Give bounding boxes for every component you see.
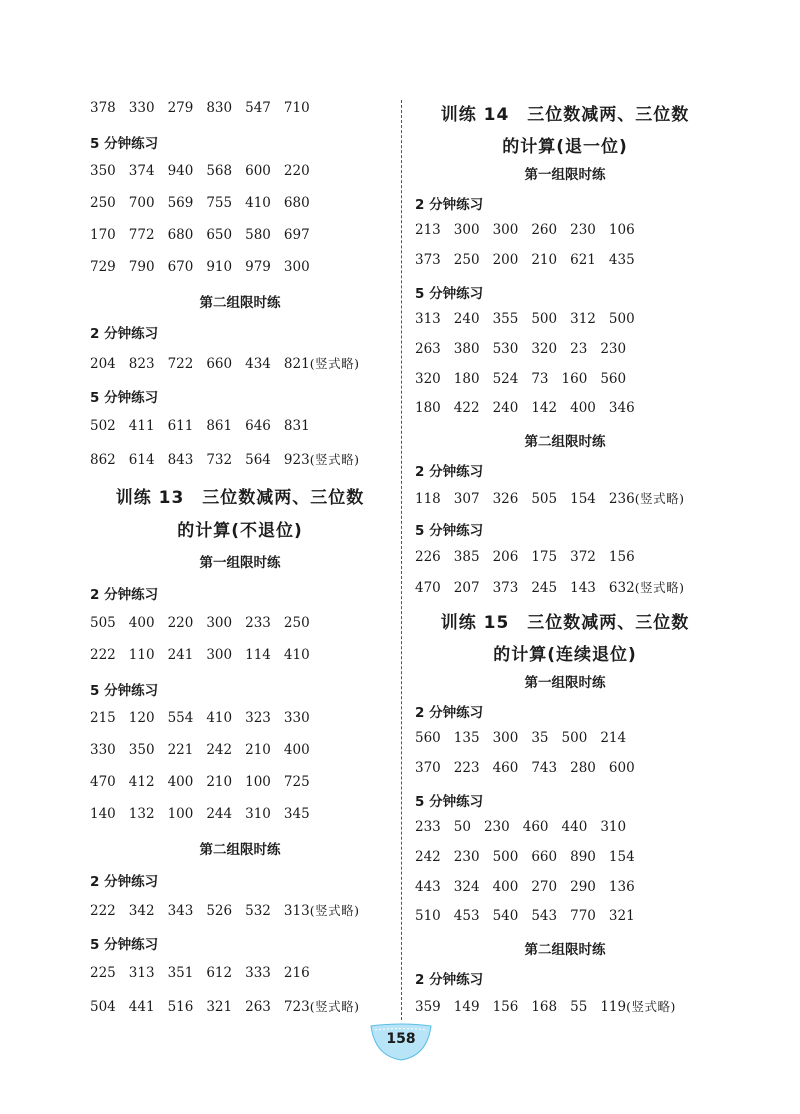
answer-row [90,774,323,790]
answer-value: 670 [167,259,194,275]
answer-value: 530 [492,341,519,357]
answer-value: 770 [570,908,596,924]
answer-note: (竖式略) [309,452,360,467]
answer-value: 443 [415,879,441,895]
answer-value: 343 [167,903,194,919]
answer-value: 140 [90,806,116,822]
answer-value: 862 [90,452,116,468]
answer-row [415,311,648,327]
practice-heading: 5 分钟练习 [90,937,159,953]
answer-row [415,489,684,507]
answer-value: 422 [453,400,480,416]
answer-value: 660 [206,356,233,372]
answer-value: 250 [283,615,310,631]
group-heading: 第一组限时练 [199,555,281,571]
answer-value: 250 [453,252,480,268]
answer-value: 170 [90,227,116,243]
answer-value: 359 [415,999,441,1015]
answer-value: 772 [128,227,155,243]
answer-value: 225 [90,965,116,981]
answer-value: 632 [608,580,635,596]
answer-value: 400 [167,774,194,790]
answer-value: 313 [128,965,155,981]
answer-value: 540 [492,908,519,924]
answer-value: 435 [608,252,635,268]
practice-heading: 5 分钟练习 [415,286,484,302]
answer-value: 790 [128,259,155,275]
answer-value: 564 [245,452,271,468]
answer-value: 320 [531,341,558,357]
answer-value: 732 [206,452,233,468]
answer-note: (竖式略) [634,491,685,506]
answer-value: 324 [453,879,480,895]
answer-value: 516 [167,999,194,1015]
answer-value: 861 [206,418,233,434]
group-heading: 第二组限时练 [524,434,606,450]
answer-value: 400 [492,879,519,895]
answer-value: 370 [415,760,441,776]
answer-value: 410 [283,647,310,663]
answer-value: 710 [283,100,310,116]
answer-value: 500 [608,311,635,327]
answer-value: 380 [453,341,480,357]
answer-value: 373 [415,252,441,268]
practice-heading: 2 分钟练习 [90,326,159,342]
answer-value: 330 [90,742,116,758]
answer-value: 214 [600,730,627,746]
group-heading: 第一组限时练 [524,167,606,183]
answer-value: 400 [128,615,155,631]
answer-value: 149 [453,999,480,1015]
section-title: 训练 13 三位数减两、三位数 [115,488,365,508]
answer-value: 216 [283,965,310,981]
answer-value: 245 [531,580,558,596]
answer-value: 500 [561,730,588,746]
answer-value: 242 [415,849,441,865]
answer-value: 132 [128,806,155,822]
answer-value: 743 [531,760,558,776]
answer-value: 204 [90,356,116,372]
answer-value: 240 [492,400,519,416]
section-title: 训练 14 三位数减两、三位数 [440,105,690,125]
answer-row [415,400,648,416]
answer-value: 300 [492,730,519,746]
answer-value: 350 [90,163,116,179]
answer-value: 250 [90,195,116,211]
practice-heading: 2 分钟练习 [415,197,484,213]
answer-value: 346 [608,400,635,416]
answer-row [90,259,323,275]
answer-row [415,341,639,357]
answer-value: 342 [128,903,155,919]
answer-value: 412 [128,774,155,790]
answer-value: 222 [90,647,116,663]
answer-value: 410 [245,195,271,211]
answer-value: 270 [531,879,558,895]
answer-value: 160 [561,371,588,387]
answer-value: 23 [570,341,588,357]
answer-row [415,997,676,1015]
practice-heading: 2 分钟练习 [415,972,484,988]
answer-value: 156 [492,999,519,1015]
answer-value: 524 [492,371,519,387]
answer-value: 321 [206,999,233,1015]
answer-value: 697 [283,227,310,243]
answer-value: 244 [206,806,233,822]
answer-value: 154 [570,491,596,507]
answer-value: 143 [570,580,596,596]
answer-value: 263 [245,999,271,1015]
answer-value: 350 [128,742,155,758]
answer-value: 280 [570,760,596,776]
answer-row [90,806,323,822]
answer-value: 300 [283,259,310,275]
answer-value: 223 [453,760,480,776]
answer-value: 313 [415,311,441,327]
answer-value: 532 [245,903,271,919]
answer-value: 310 [600,819,627,835]
answer-value: 206 [492,549,519,565]
answer-value: 830 [206,100,233,116]
answer-value: 940 [167,163,194,179]
answer-value: 310 [245,806,271,822]
answer-value: 35 [531,730,549,746]
answer-value: 119 [600,999,627,1015]
answer-value: 321 [608,908,635,924]
answer-value: 330 [128,100,155,116]
answer-value: 73 [531,371,549,387]
section-title: 的计算(不退位) [177,521,303,541]
answer-value: 612 [206,965,233,981]
answer-value: 100 [167,806,194,822]
answer-note: (竖式略) [634,580,685,595]
answer-value: 460 [522,819,549,835]
answer-row [90,418,323,434]
answer-value: 923 [283,452,310,468]
answer-value: 441 [128,999,155,1015]
answer-note: (竖式略) [626,999,676,1014]
answer-row [90,615,323,631]
answer-value: 510 [415,908,441,924]
answer-value: 230 [483,819,510,835]
answer-value: 326 [492,491,519,507]
answer-value: 453 [453,908,480,924]
answer-value: 307 [453,491,480,507]
answer-value: 230 [600,341,627,357]
answer-value: 979 [245,259,271,275]
answer-value: 106 [608,222,635,238]
answer-value: 120 [128,710,155,726]
answer-value: 400 [283,742,310,758]
section-title: 的计算(连续退位) [493,645,637,665]
answer-row [415,849,648,865]
answer-row [415,222,648,238]
answer-row [90,450,359,468]
answer-row [90,100,323,116]
answer-value: 621 [570,252,596,268]
answer-value: 560 [415,730,441,746]
answer-value: 569 [167,195,194,211]
answer-value: 372 [570,549,596,565]
answer-value: 226 [415,549,441,565]
answer-value: 175 [531,549,558,565]
practice-heading: 2 分钟练习 [415,705,484,721]
page-number: 158 [386,1031,416,1047]
answer-value: 279 [167,100,194,116]
answer-value: 333 [245,965,271,981]
answer-value: 300 [206,615,233,631]
answer-value: 221 [167,742,194,758]
answer-value: 374 [128,163,155,179]
answer-value: 351 [167,965,194,981]
answer-value: 504 [90,999,116,1015]
answer-value: 680 [167,227,194,243]
answer-note: (竖式略) [309,356,360,371]
answer-value: 502 [90,418,116,434]
answer-value: 560 [600,371,627,387]
answer-value: 646 [245,418,271,434]
practice-heading: 5 分钟练习 [90,136,159,152]
answer-value: 723 [283,999,310,1015]
answer-value: 729 [90,259,116,275]
answer-value: 910 [206,259,233,275]
answer-value: 543 [531,908,558,924]
answer-row [90,901,359,919]
answer-value: 241 [167,647,194,663]
answer-value: 300 [206,647,233,663]
answer-value: 156 [608,549,635,565]
answer-value: 230 [453,849,480,865]
answer-value: 300 [453,222,480,238]
answer-value: 700 [128,195,155,211]
answer-value: 180 [415,400,441,416]
answer-value: 470 [90,774,116,790]
answer-value: 233 [415,819,441,835]
answer-row [90,195,323,211]
answer-value: 313 [283,903,310,919]
answer-value: 526 [206,903,233,919]
answer-value: 725 [283,774,310,790]
answer-value: 323 [245,710,271,726]
answer-value: 135 [453,730,480,746]
answer-value: 434 [245,356,271,372]
answer-row [415,819,639,835]
answer-value: 290 [570,879,596,895]
answer-value: 378 [90,100,116,116]
answer-note: (竖式略) [309,999,360,1014]
answer-value: 100 [245,774,271,790]
answer-value: 154 [608,849,635,865]
answer-value: 312 [570,311,596,327]
answer-value: 50 [453,819,471,835]
answer-value: 355 [492,311,519,327]
answer-value: 213 [415,222,441,238]
answer-row [90,710,323,726]
answer-value: 236 [608,491,635,507]
answer-value: 831 [283,418,310,434]
group-heading: 第一组限时练 [524,675,606,691]
answer-value: 680 [283,195,310,211]
answer-value: 580 [245,227,271,243]
answer-value: 470 [415,580,441,596]
answer-value: 222 [90,903,116,919]
answer-row [90,354,359,372]
answer-value: 210 [531,252,558,268]
answer-value: 168 [531,999,558,1015]
answer-value: 55 [570,999,588,1015]
answer-value: 142 [531,400,558,416]
answer-value: 263 [415,341,441,357]
answer-value: 230 [570,222,596,238]
answer-value: 210 [245,742,271,758]
answer-value: 660 [531,849,558,865]
answer-row [90,647,323,663]
answer-value: 600 [608,760,635,776]
section-title: 训练 15 三位数减两、三位数 [440,613,690,633]
answer-value: 210 [206,774,233,790]
answer-value: 722 [167,356,194,372]
answer-value: 650 [206,227,233,243]
answer-value: 345 [283,806,310,822]
answer-row [90,227,323,243]
answer-row [90,965,323,981]
answer-value: 220 [283,163,310,179]
answer-value: 114 [245,647,271,663]
answer-value: 600 [245,163,271,179]
answer-value: 180 [453,371,480,387]
answer-value: 547 [245,100,271,116]
answer-value: 220 [167,615,194,631]
answer-value: 821 [283,356,310,372]
group-heading: 第二组限时练 [199,295,281,311]
answer-value: 233 [245,615,271,631]
practice-heading: 5 分钟练习 [90,390,159,406]
practice-heading: 2 分钟练习 [415,464,484,480]
answer-value: 568 [206,163,233,179]
answer-row [415,730,639,746]
answer-row [415,252,648,268]
column-divider [401,100,402,1020]
group-heading: 第二组限时练 [524,942,606,958]
answer-value: 890 [570,849,596,865]
answer-note: (竖式略) [309,903,360,918]
answer-value: 385 [453,549,480,565]
answer-value: 823 [128,356,155,372]
answer-row [415,549,648,565]
group-heading: 第二组限时练 [199,842,281,858]
answer-value: 400 [570,400,596,416]
answer-row [415,760,648,776]
answer-value: 505 [531,491,558,507]
answer-value: 330 [283,710,310,726]
answer-value: 755 [206,195,233,211]
answer-value: 200 [492,252,519,268]
answer-value: 118 [415,491,441,507]
answer-value: 614 [128,452,155,468]
practice-heading: 2 分钟练习 [90,874,159,890]
practice-heading: 5 分钟练习 [415,523,484,539]
answer-row [90,163,323,179]
answer-value: 460 [492,760,519,776]
answer-value: 242 [206,742,233,758]
answer-value: 500 [492,849,519,865]
answer-row [415,879,648,895]
answer-value: 440 [561,819,588,835]
answer-value: 554 [167,710,194,726]
answer-value: 215 [90,710,116,726]
answer-value: 410 [206,710,233,726]
answer-value: 411 [128,418,155,434]
answer-value: 300 [492,222,519,238]
answer-row [415,578,684,596]
answer-row [90,997,359,1015]
answer-value: 611 [167,418,194,434]
answer-value: 505 [90,615,116,631]
answer-row [415,908,648,924]
answer-value: 320 [415,371,441,387]
practice-heading: 5 分钟练习 [415,794,484,810]
practice-heading: 5 分钟练习 [90,683,159,699]
answer-value: 207 [453,580,480,596]
answer-value: 373 [492,580,519,596]
answer-value: 240 [453,311,480,327]
answer-value: 136 [608,879,635,895]
answer-value: 260 [531,222,558,238]
answer-value: 500 [531,311,558,327]
practice-heading: 2 分钟练习 [90,587,159,603]
answer-row [90,742,323,758]
section-title: 的计算(退一位) [502,137,628,157]
answer-row [415,371,639,387]
answer-value: 110 [128,647,155,663]
answer-value: 843 [167,452,194,468]
